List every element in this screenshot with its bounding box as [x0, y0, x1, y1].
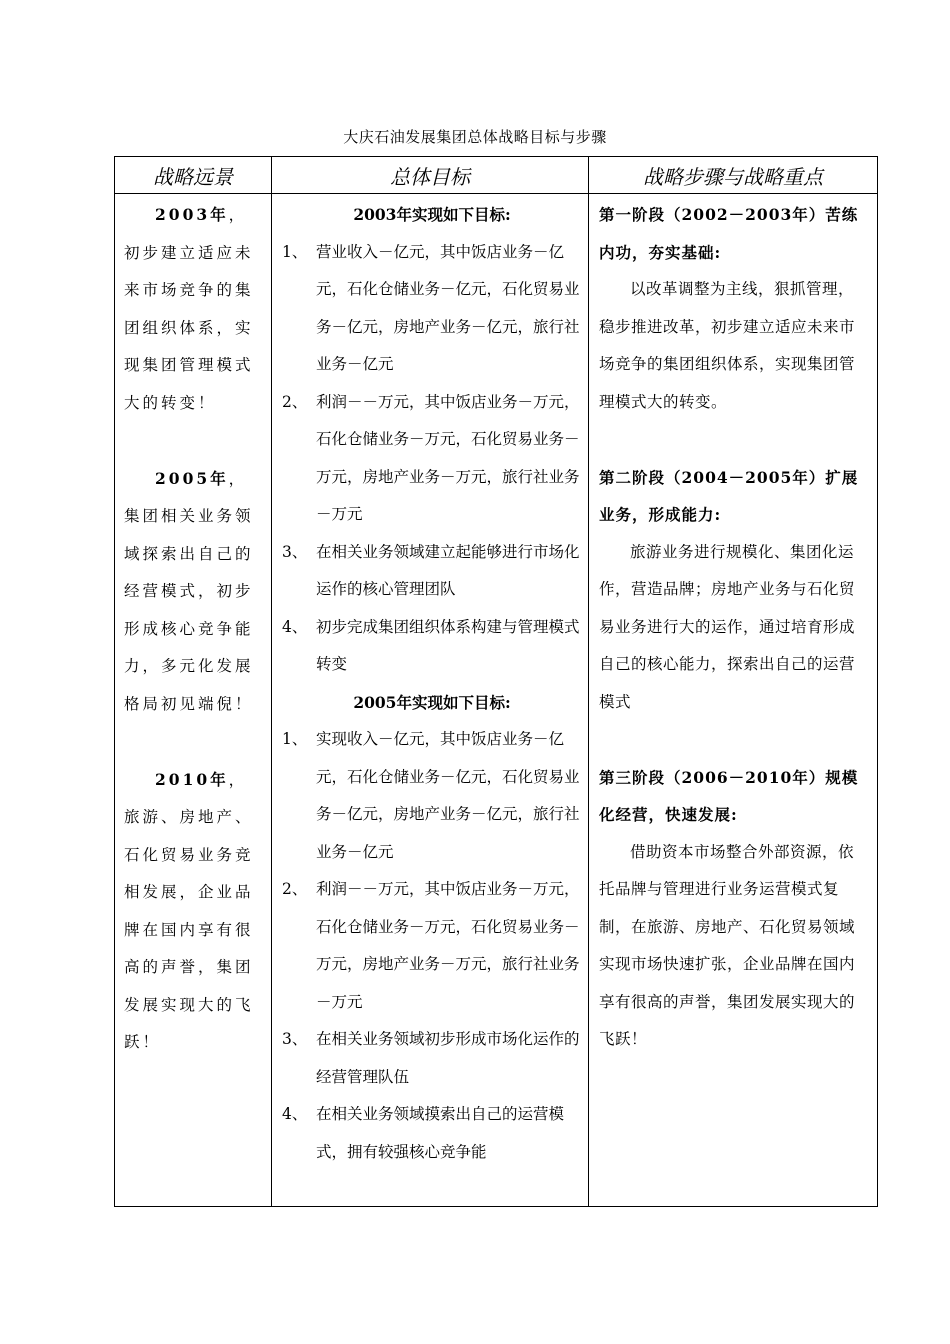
table-body-row	[115, 194, 878, 1207]
goal-2005-heading: 2005年实现如下目标:	[353, 692, 511, 712]
stage-2	[599, 459, 869, 722]
goal-2005-list	[282, 721, 582, 1171]
list-item: 2、 利润－－万元，其中饭店业务－万元，石化仓储业务－万元，石化贸易业务－万元，房地产业务－万元，旅行社业务－万元	[282, 880, 580, 1011]
vision-2010: 2010年，旅游、房地产、石化贸易业务竞相发展，企业品牌在国内享有很高的声誉，集团发展实现大的飞跃！	[124, 769, 254, 1051]
table-header-row	[115, 157, 878, 194]
list-item: 4、 初步完成集团组织体系构建与管理模式转变	[282, 617, 580, 673]
stage-3-heading: 第三阶段（2006－2010年）规模化经营，快速发展:	[599, 767, 859, 824]
steps-cell	[589, 194, 878, 1207]
vision-cell	[115, 194, 272, 1207]
goal-2003-heading: 2003年实现如下目标:	[353, 205, 511, 224]
goals-cell	[272, 194, 589, 1207]
stage-2-heading: 第二阶段（2004－2005年）扩展业务，形成能力:	[599, 467, 859, 524]
stage-3	[599, 759, 869, 1059]
list-item: 3、 在相关业务领域初步形成市场化运作的经营管理队伍	[282, 1030, 580, 1086]
stage-1	[599, 196, 869, 421]
list-item: 1、 营业收入－亿元，其中饭店业务－亿元，石化仓储业务－亿元，石化贸易业务－亿元，房地产业务－亿元，旅行社业务－亿元	[282, 242, 580, 373]
strategy-table	[114, 156, 878, 1207]
goal-2003-list	[282, 234, 582, 684]
stage-1-heading: 第一阶段（2002－2003年）苦练内功，夯实基础:	[599, 205, 859, 262]
list-item: 2、 利润－－万元，其中饭店业务－万元，石化仓储业务－万元，石化贸易业务－万元，房地产业务－万元，旅行社业务－万元	[282, 392, 580, 523]
list-item: 3、 在相关业务领域建立起能够进行市场化运作的核心管理团队	[282, 542, 580, 598]
header-goals: 总体目标	[272, 157, 589, 194]
list-item: 4、 在相关业务领域摸索出自己的运营模式，拥有较强核心竞争能	[282, 1105, 565, 1161]
stage-1-body: 以改革调整为主线，狠抓管理，稳步推进改革，初步建立适应未来市场竞争的集团组织体系，实现集团管理模式大的转变。	[599, 280, 856, 411]
list-item: 1、 实现收入－亿元，其中饭店业务－亿元，石化仓储业务－亿元，石化贸易业务－亿元，房地产业务－亿元，旅行社业务－亿元	[282, 730, 580, 861]
stage-3-body: 借助资本市场整合外部资源，依托品牌与管理进行业务运营模式复制，在旅游、房地产、石化贸易领域实现市场快速扩张，企业品牌在国内享有很高的声誉，集团发展实现大的飞跃！	[599, 842, 856, 1048]
header-vision: 战略远景	[115, 157, 272, 194]
document-title: 大庆石油发展集团总体战略目标与步骤	[343, 128, 607, 146]
stage-2-body: 旅游业务进行规模化、集团化运作，营造品牌；房地产业务与石化贸易业务进行大的运作，通过培育形成自己的核心能力，探索出自己的运营模式	[599, 542, 856, 711]
vision-2003: 2003年，初步建立适应未来市场竞争的集团组织体系，实现集团管理模式大的转变！	[124, 205, 254, 412]
vision-2005: 2005年，集团相关业务领域探索出自己的经营模式，初步形成核心竞争能力，多元化发展格局初见端倪！	[124, 468, 254, 713]
header-steps: 战略步骤与战略重点	[589, 157, 878, 194]
